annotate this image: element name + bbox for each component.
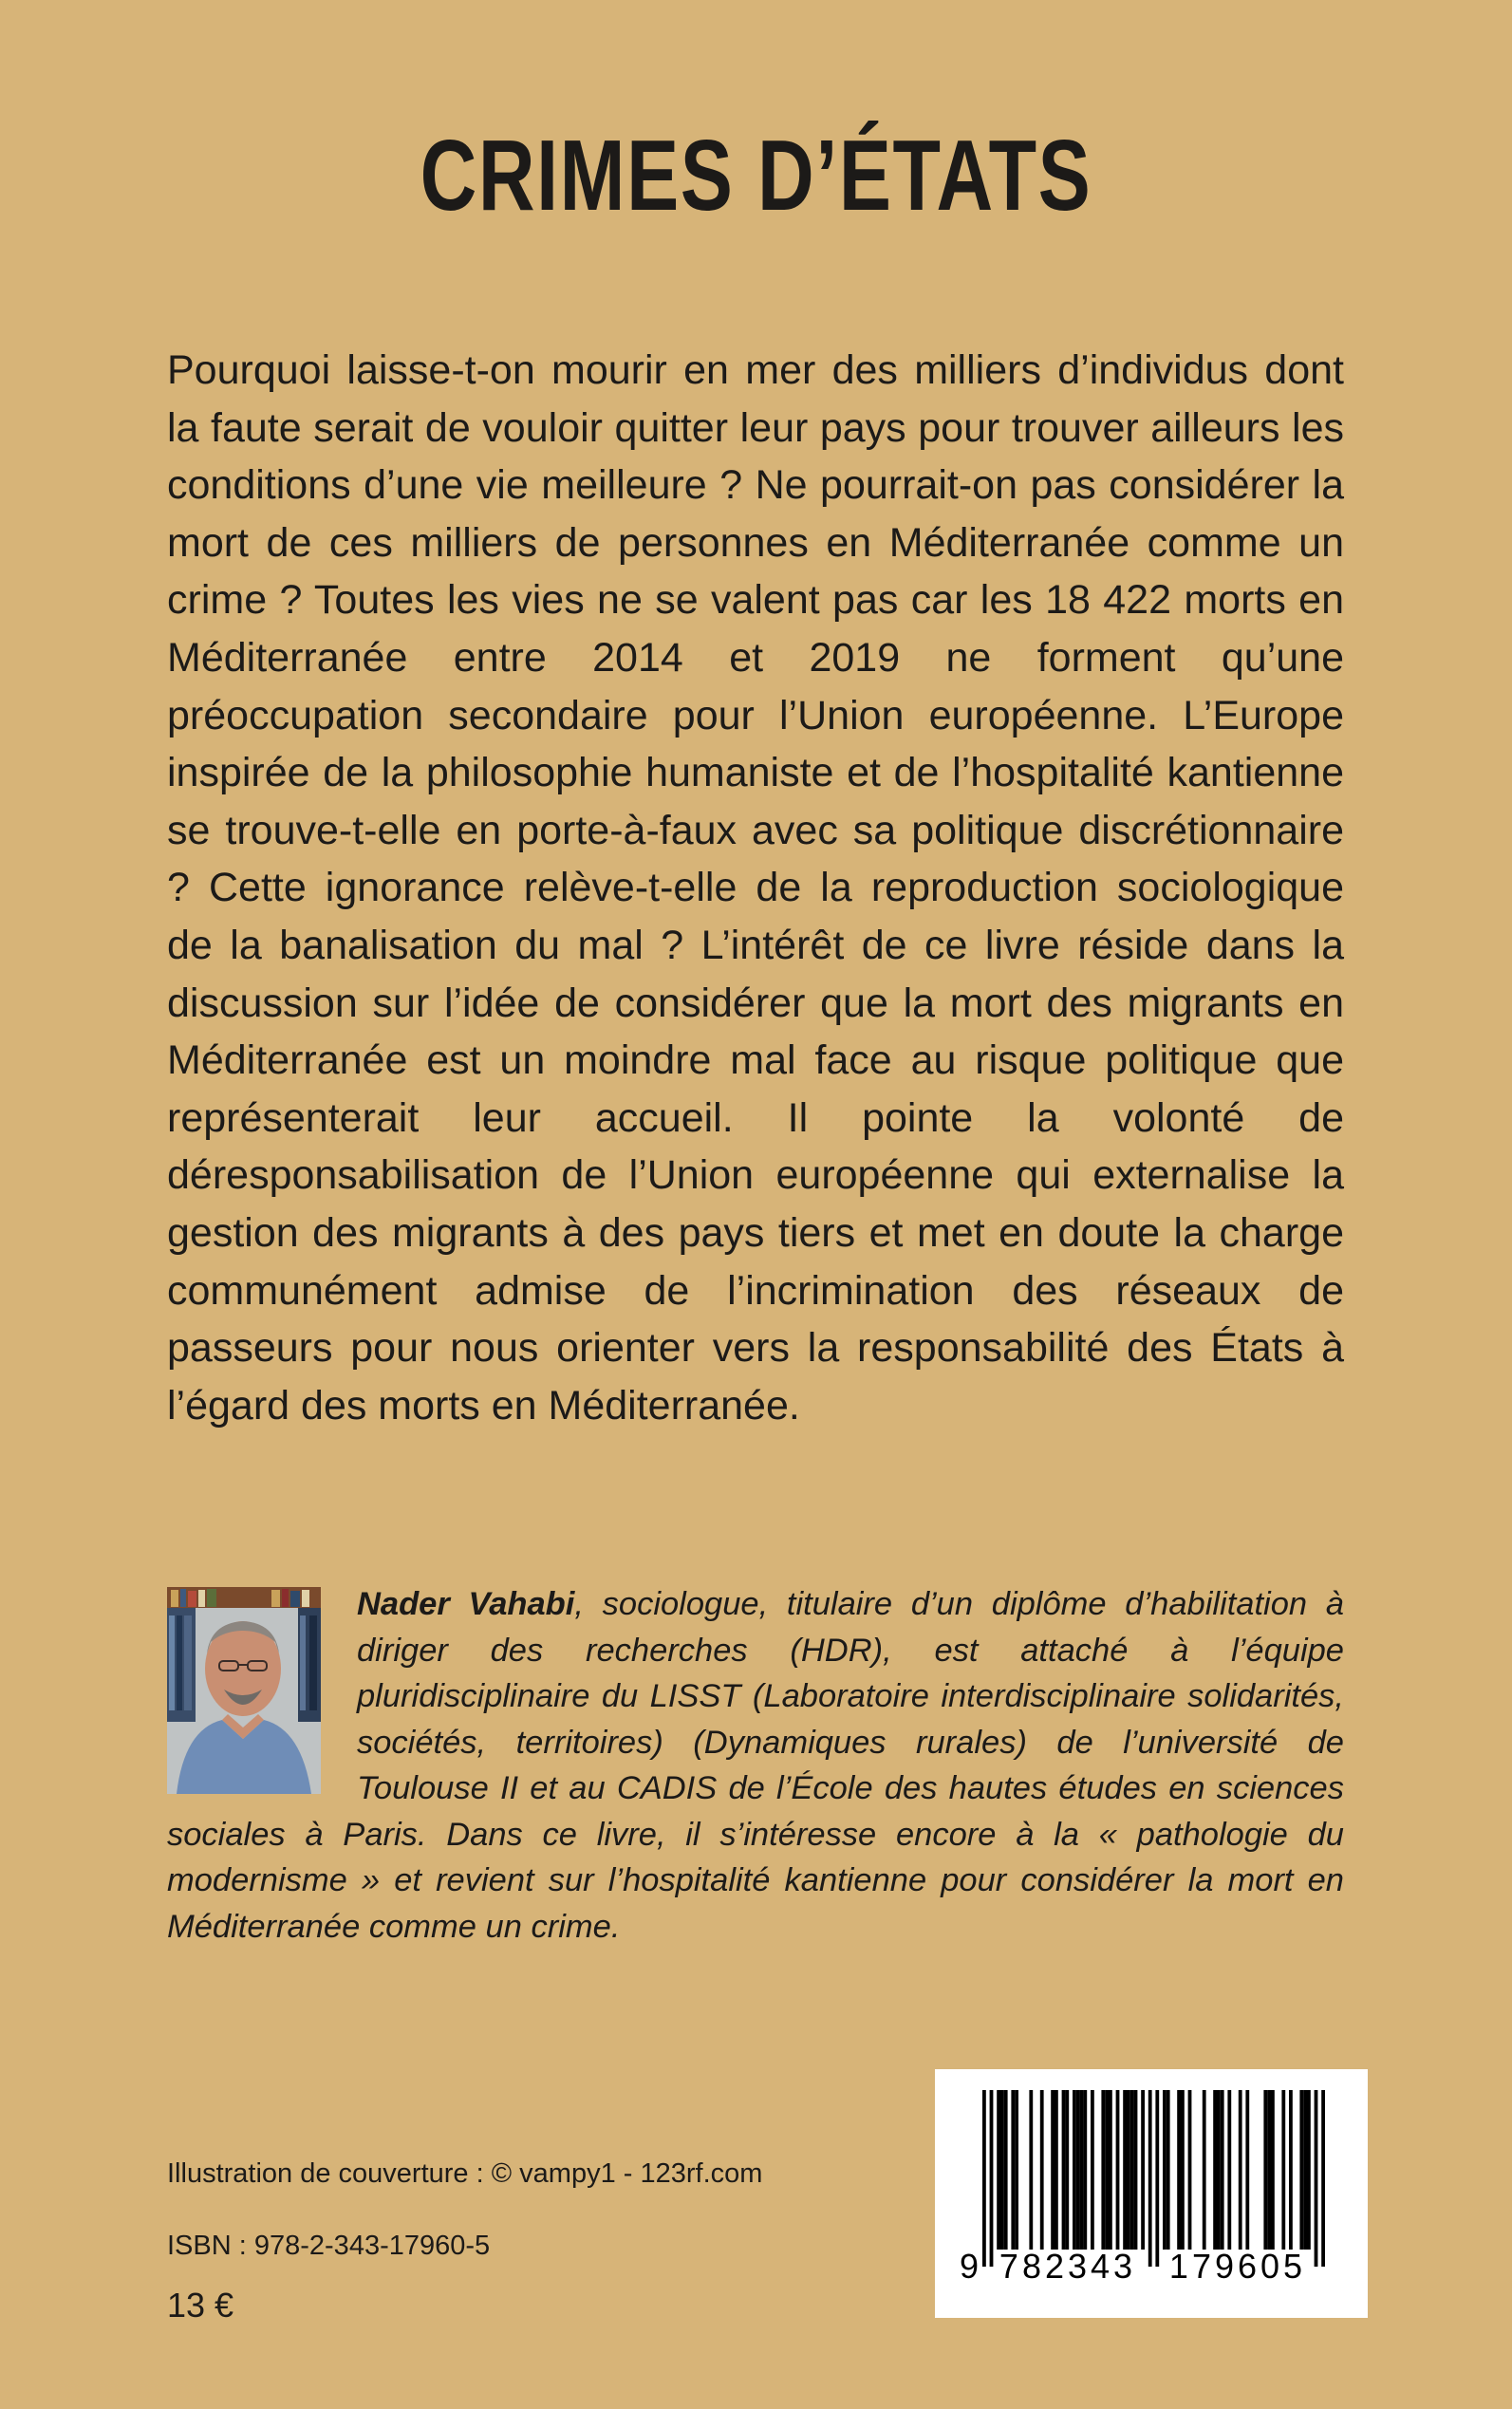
- barcode-first-digit: 9: [960, 2247, 980, 2286]
- barcode-bar: [1015, 2090, 1018, 2250]
- barcode-bar: [1083, 2090, 1087, 2250]
- barcode-bar: [1203, 2090, 1206, 2250]
- barcode-bar: [1065, 2090, 1069, 2250]
- barcode-bar: [982, 2090, 986, 2267]
- price: 13 €: [167, 2286, 234, 2325]
- barcode-bar: [1148, 2090, 1152, 2267]
- barcode-bar: [1303, 2090, 1307, 2250]
- barcode-bar: [1299, 2090, 1303, 2250]
- barcode-bar: [1130, 2090, 1134, 2250]
- barcode-bar: [1004, 2090, 1008, 2250]
- barcode-bar: [990, 2090, 994, 2267]
- barcode-bar: [1000, 2090, 1004, 2250]
- barcode-bar: [1245, 2090, 1249, 2250]
- author-name: Nader Vahabi: [357, 1586, 575, 1622]
- barcode-bar: [1116, 2090, 1120, 2250]
- barcode-bar: [1271, 2090, 1275, 2250]
- barcode-bar: [1155, 2090, 1159, 2267]
- barcode-bar: [1263, 2090, 1267, 2250]
- barcode-bar: [1321, 2090, 1325, 2267]
- book-title: CRIMES D’ÉTATS: [420, 120, 1092, 232]
- author-bio-text: , sociologue, titulaire d’un diplôme d’habilitation à diriger des recherches (HDR), est attaché à l’équipe pluridisciplinaire du LISST (Laboratoire interdisciplinaire solidarités, sociétés, territoires) (Dynamiques rurales) de l’université de Toulouse II et au CADIS de l’École des hautes études en sciences sociales à Paris. Dans ce livre, il s’intéresse encore à la « pathologie du modernisme » et revient sur l’hospitalité kantienne pour considérer la mort en Méditerranée comme un crime.: [167, 1586, 1344, 1945]
- barcode-right-digits: 179605: [1168, 2247, 1307, 2286]
- barcode-bar: [1221, 2090, 1224, 2250]
- barcode-bar: [1213, 2090, 1217, 2250]
- barcode-bar: [1123, 2090, 1127, 2250]
- barcode-bar: [1134, 2090, 1138, 2250]
- barcode-graphic: [935, 2069, 1368, 2318]
- barcode-bar: [1055, 2090, 1058, 2250]
- barcode-bar: [1315, 2090, 1318, 2267]
- barcode-bar: [1289, 2090, 1293, 2250]
- barcode-bar: [1127, 2090, 1130, 2250]
- cover-illustration-credit: Illustration de couverture : © vampy1 - 123rf.com: [167, 2158, 763, 2189]
- barcode-bar: [1281, 2090, 1285, 2250]
- barcode-bar: [1227, 2090, 1231, 2250]
- barcode-bar: [1239, 2090, 1242, 2250]
- barcode-bar: [1101, 2090, 1105, 2250]
- barcode-bar: [1091, 2090, 1094, 2250]
- barcode-bar: [1177, 2090, 1181, 2250]
- barcode: [935, 2069, 1368, 2318]
- barcode-bar: [1163, 2090, 1167, 2250]
- barcode-bar: [1076, 2090, 1080, 2250]
- back-cover-blurb: Pourquoi laisse-t-on mourir en mer des milliers d’individus dont la faute serait de vouloir quitter leur pays pour trouver ailleurs les conditions d’une vie meilleure ? Ne pourrait-on pas considérer la mort de ces milliers de personnes en Méditerranée comme un crime ? Toutes les vies ne se valent pas car les 18 422 morts en Méditerranée entre 2014 et 2019 ne forment qu’une préoccupation secondaire pour l’Union européenne. L’Europe inspirée de la philosophie humaniste et de l’hospitalité kantienne se trouve-t-elle en porte-à-faux avec sa politique discrétionnaire ? Cette ignorance relève-t-elle de la reproduction sociologique de la banalisation du mal ? L’intérêt de ce livre réside dans la discussion sur l’idée de considérer que la mort des migrants en Méditerranée est un moindre mal face au risque politique que représenterait leur accueil. Il pointe la volonté de déresponsabilisation de l’Union européenne qui externalise la gestion des migrants à des pays tiers et met en doute la charge communément admise de l’incrimination des réseaux de passeurs pour nous orienter vers la responsabilité des États à l’égard des morts en Méditerranée.: [167, 347, 1344, 1429]
- barcode-bar: [1080, 2090, 1084, 2250]
- barcode-bar: [1011, 2090, 1015, 2250]
- barcode-bar: [1051, 2090, 1055, 2250]
- barcode-bar: [1307, 2090, 1311, 2250]
- isbn: ISBN : 978-2-343-17960-5: [167, 2231, 491, 2261]
- barcode-left-digits: 782343: [999, 2247, 1137, 2286]
- author-photo: [167, 1587, 321, 1794]
- barcode-bar: [1029, 2090, 1033, 2250]
- barcode-bar: [1141, 2090, 1145, 2250]
- barcode-bar: [1109, 2090, 1112, 2250]
- barcode-bar: [1217, 2090, 1221, 2250]
- barcode-bar: [1062, 2090, 1066, 2250]
- barcode-bar: [1188, 2090, 1192, 2250]
- barcode-bar: [1040, 2090, 1044, 2250]
- barcode-bar: [1167, 2090, 1170, 2250]
- barcode-bar: [1105, 2090, 1109, 2250]
- barcode-bar: [1267, 2090, 1271, 2250]
- author-bio: [167, 1581, 1344, 1950]
- barcode-bar: [1073, 2090, 1076, 2250]
- barcode-bar: [997, 2090, 1000, 2250]
- barcode-bar: [1181, 2090, 1185, 2250]
